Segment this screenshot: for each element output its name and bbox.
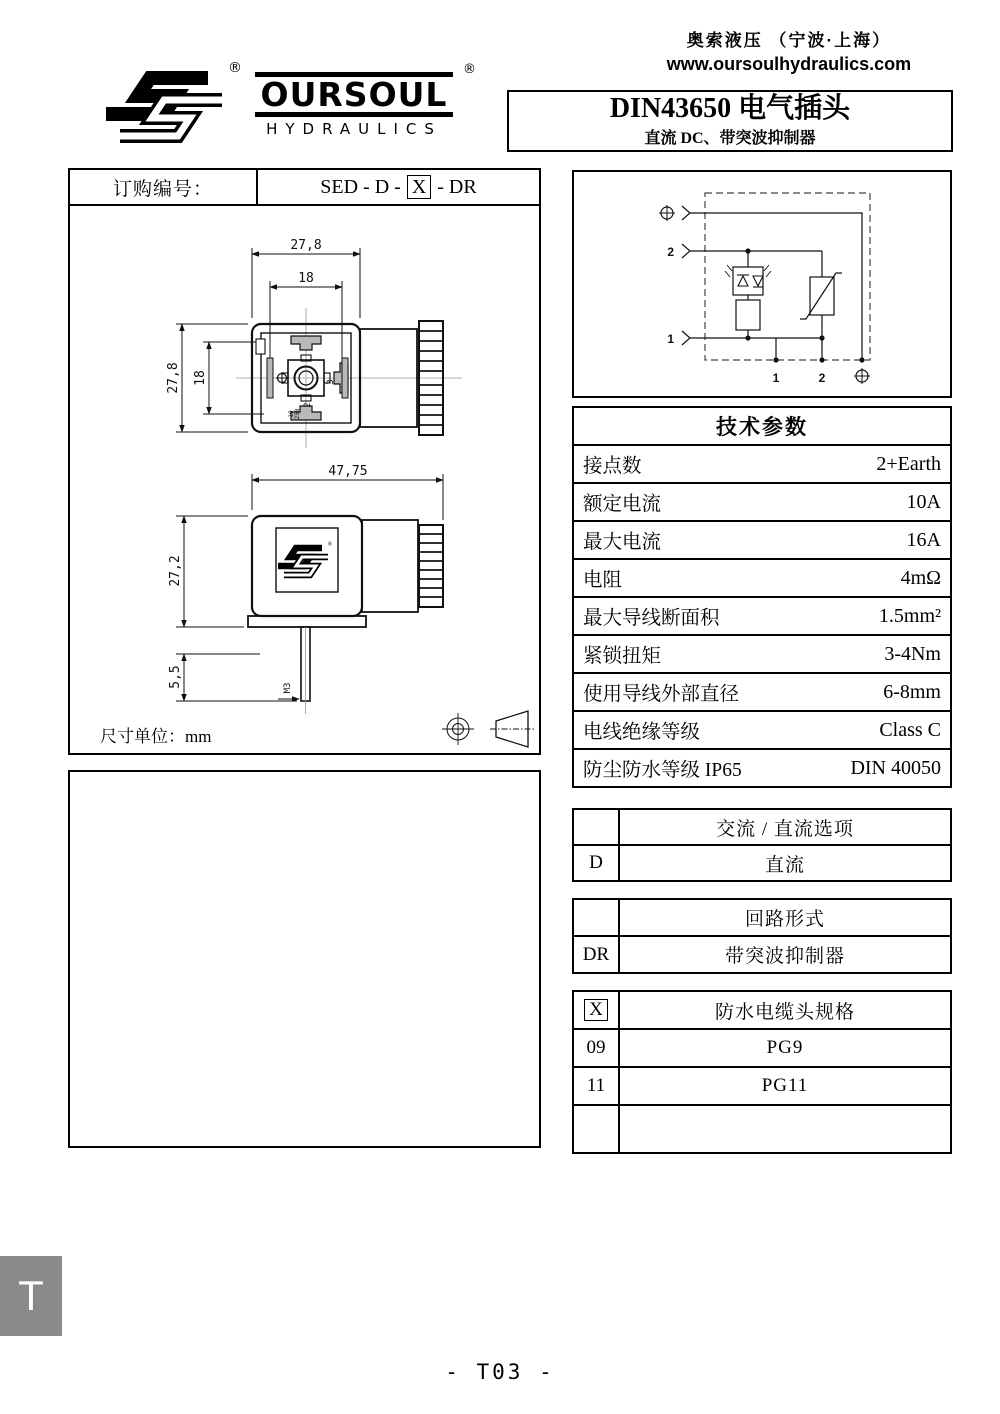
- param-value: 10A: [906, 490, 941, 513]
- table-row: [574, 596, 950, 634]
- code-cell: DR: [574, 937, 620, 972]
- table-row: [574, 634, 950, 672]
- code-header-cell: [574, 900, 620, 935]
- param-value: 6-8mm: [883, 680, 941, 703]
- projection-symbols: [438, 708, 538, 750]
- param-label: 最大导线断面积: [583, 608, 720, 629]
- product-subtitle: 直流 DC、带突波抑制器: [644, 129, 816, 147]
- circuit-diagram-box: [572, 170, 952, 398]
- dim-side-length: 47,75: [328, 464, 368, 479]
- front-view-drawing: [160, 232, 472, 456]
- table-row: [574, 1104, 950, 1152]
- param-label: 紧锁扭矩: [583, 646, 662, 667]
- dim-screw-tip: 5,5: [168, 665, 183, 689]
- dim-screw-thread: M3: [283, 682, 293, 694]
- rating-voltage: 10: [288, 410, 295, 418]
- product-title-box: [507, 90, 953, 152]
- side-view-drawing: [160, 458, 472, 720]
- table-row: [574, 672, 950, 710]
- table-row: [574, 844, 950, 880]
- table-row: [574, 1028, 950, 1066]
- param-label: 电阻: [583, 570, 623, 591]
- target-symbol: [442, 713, 474, 745]
- brand-reg-mark: ®: [463, 62, 476, 77]
- dim-front-width: 27,8: [290, 238, 322, 253]
- table-row: [574, 748, 950, 786]
- brand-subtitle: HYDRAULICS: [266, 119, 442, 138]
- tech-table-title: 技术参数: [716, 415, 808, 439]
- resistor: [736, 295, 760, 338]
- oursoul-logo-icon: [80, 64, 240, 154]
- code-cell: 11: [574, 1068, 620, 1104]
- earth-symbol-front: [276, 372, 288, 384]
- table-header-row: [574, 810, 950, 844]
- logo-icon-reg-mark: ®: [228, 60, 242, 76]
- table-row: [574, 482, 950, 520]
- table-header-row: [574, 992, 950, 1028]
- acdc-option-table: [572, 808, 952, 882]
- param-label: 电线绝缘等级: [583, 722, 701, 743]
- terminal-1-label: 1: [667, 332, 674, 346]
- logo-wordmark: [248, 62, 476, 138]
- page-number: - T03 -: [445, 1360, 555, 1384]
- desc-cell: 带突波抑制器: [724, 946, 845, 967]
- dim-front-inner-width: 18: [298, 271, 314, 286]
- website-url: www.oursoulhydraulics.com: [666, 54, 912, 74]
- table-title-cell: 防水电缆头规格: [714, 1001, 855, 1023]
- code-cell: D: [574, 846, 620, 880]
- product-title: DIN43650 电气插头: [609, 93, 851, 125]
- pin-contact-top: [291, 336, 321, 350]
- empty-frame: [68, 770, 541, 1148]
- company-name: 奥索液压 （宁波·上海）: [686, 31, 892, 50]
- desc-cell: PG9: [766, 1037, 804, 1058]
- circuit-diagram: [574, 172, 949, 395]
- desc-cell: [620, 1106, 950, 1152]
- pin3-label: 3: [326, 379, 336, 385]
- x-placeholder-box: X: [584, 999, 608, 1022]
- dim-front-height: 27,8: [166, 362, 181, 394]
- table-row: [574, 710, 950, 748]
- param-value: 2+Earth: [876, 452, 941, 475]
- param-label: 使用导线外部直径: [583, 684, 740, 705]
- table-row: [574, 935, 950, 972]
- param-value: 3-4Nm: [884, 642, 941, 665]
- varistor: [800, 251, 842, 338]
- table-header-row: [574, 900, 950, 935]
- table-row: [574, 558, 950, 596]
- first-angle-projection-icon: [490, 711, 535, 747]
- code-header-cell: [574, 810, 620, 844]
- code-cell: 09: [574, 1030, 620, 1066]
- param-value: Class C: [879, 718, 941, 741]
- dim-front-inner-height: 18: [193, 370, 208, 386]
- mini-logo-icon: [278, 541, 332, 575]
- rating-current: 250: [294, 408, 301, 420]
- param-label: 接点数: [583, 456, 642, 477]
- param-value: 4mΩ: [900, 566, 941, 589]
- order-code: [258, 170, 539, 204]
- param-value: DIN 40050: [850, 756, 941, 779]
- param-label: 防尘防水等级 IP65: [583, 760, 742, 781]
- order-code-prefix: SED - D -: [320, 175, 401, 198]
- table-title-cell: 交流 / 直流选项: [716, 818, 854, 840]
- tech-params-table: [572, 406, 952, 788]
- logo: [80, 60, 480, 156]
- mini-logo-reg: ®: [328, 541, 332, 548]
- led-indicator: [725, 251, 771, 295]
- gland-spec-table: [572, 990, 952, 1154]
- order-number-label: 订购编号：: [70, 170, 258, 204]
- table-row: [574, 444, 950, 482]
- dim-side-height: 27,2: [168, 555, 183, 587]
- table-row: [574, 520, 950, 558]
- code-cell: [574, 1106, 620, 1152]
- param-value: 1.5mm²: [878, 604, 941, 627]
- earth-terminal-out: [854, 368, 870, 384]
- section-tab-letter: T: [18, 1272, 44, 1319]
- loop-type-table: [572, 898, 952, 974]
- header-right: [618, 26, 960, 75]
- gland-ribs-side: [419, 534, 443, 597]
- earth-terminal-in: [659, 205, 675, 221]
- slot-right: [342, 358, 348, 398]
- bottom-pin-1-label: 1: [772, 371, 780, 385]
- section-tab: [0, 1256, 62, 1336]
- code-header-cell: [574, 992, 620, 1028]
- table-row: [574, 1066, 950, 1104]
- drawing-frame: [68, 168, 541, 755]
- pin2-label: 2: [303, 402, 313, 408]
- table-title-cell: 回路形式: [744, 909, 825, 930]
- unit-note: 尺寸单位：mm: [100, 727, 212, 746]
- order-row: [70, 170, 539, 206]
- terminal-2-label: 2: [667, 245, 674, 259]
- order-code-suffix: - DR: [437, 175, 477, 198]
- param-label: 额定电流: [583, 494, 662, 515]
- desc-cell: 直流: [764, 854, 805, 876]
- desc-cell: PG11: [761, 1075, 809, 1096]
- slot-left: [267, 358, 273, 398]
- bottom-pin-2-label: 2: [818, 371, 826, 385]
- order-code-x-box: X: [407, 175, 431, 199]
- brand-name: OURSOUL: [255, 72, 454, 117]
- param-value: 16A: [906, 528, 941, 551]
- param-label: 最大电流: [583, 532, 662, 553]
